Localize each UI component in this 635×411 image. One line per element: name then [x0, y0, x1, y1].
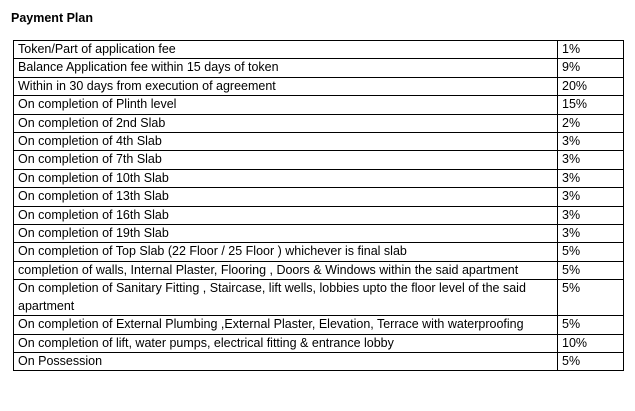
- stage-cell: On completion of 19th Slab: [14, 225, 558, 243]
- stage-cell: Balance Application fee within 15 days of token: [14, 59, 558, 77]
- percent-cell: 3%: [558, 169, 624, 187]
- table-row: [14, 243, 624, 261]
- stage-cell: On completion of Top Slab (22 Floor / 25 Floor ) whichever is final slab: [14, 243, 558, 261]
- table-row: [14, 352, 624, 370]
- percent-cell: 5%: [558, 243, 624, 261]
- payment-plan-table: [13, 40, 624, 371]
- table-row: [14, 334, 624, 352]
- table-row: [14, 206, 624, 224]
- table-row: [14, 41, 624, 59]
- percent-cell: 5%: [558, 316, 624, 334]
- percent-cell: 1%: [558, 41, 624, 59]
- percent-cell: 3%: [558, 225, 624, 243]
- percent-cell: 5%: [558, 280, 624, 316]
- page-title: Payment Plan: [11, 11, 93, 25]
- percent-cell: 15%: [558, 96, 624, 114]
- percent-cell: 3%: [558, 151, 624, 169]
- table-row: [14, 261, 624, 279]
- stage-cell: On completion of Plinth level: [14, 96, 558, 114]
- stage-cell: On completion of Sanitary Fitting , Staircase, lift wells, lobbies upto the floor level of the said apartment: [14, 280, 558, 316]
- percent-cell: 3%: [558, 188, 624, 206]
- percent-cell: 3%: [558, 206, 624, 224]
- table-row: [14, 96, 624, 114]
- stage-cell: On completion of lift, water pumps, electrical fitting & entrance lobby: [14, 334, 558, 352]
- percent-cell: 5%: [558, 352, 624, 370]
- percent-cell: 9%: [558, 59, 624, 77]
- stage-cell: Within in 30 days from execution of agreement: [14, 77, 558, 95]
- percent-cell: 10%: [558, 334, 624, 352]
- stage-cell: completion of walls, Internal Plaster, Flooring , Doors & Windows within the said apartment: [14, 261, 558, 279]
- stage-cell: On completion of 2nd Slab: [14, 114, 558, 132]
- percent-cell: 5%: [558, 261, 624, 279]
- stage-cell: On completion of 10th Slab: [14, 169, 558, 187]
- stage-cell: On completion of 7th Slab: [14, 151, 558, 169]
- percent-cell: 20%: [558, 77, 624, 95]
- stage-cell: On Possession: [14, 352, 558, 370]
- table-row: [14, 316, 624, 334]
- percent-cell: 2%: [558, 114, 624, 132]
- table-row: [14, 151, 624, 169]
- stage-cell: On completion of External Plumbing ,External Plaster, Elevation, Terrace with waterproofing: [14, 316, 558, 334]
- table-row: [14, 280, 624, 316]
- table-row: [14, 188, 624, 206]
- stage-cell: On completion of 16th Slab: [14, 206, 558, 224]
- stage-cell: Token/Part of application fee: [14, 41, 558, 59]
- table-row: [14, 225, 624, 243]
- table-row: [14, 59, 624, 77]
- table-row: [14, 169, 624, 187]
- table-row: [14, 114, 624, 132]
- percent-cell: 3%: [558, 133, 624, 151]
- stage-cell: On completion of 4th Slab: [14, 133, 558, 151]
- stage-cell: On completion of 13th Slab: [14, 188, 558, 206]
- table-row: [14, 133, 624, 151]
- table-row: [14, 77, 624, 95]
